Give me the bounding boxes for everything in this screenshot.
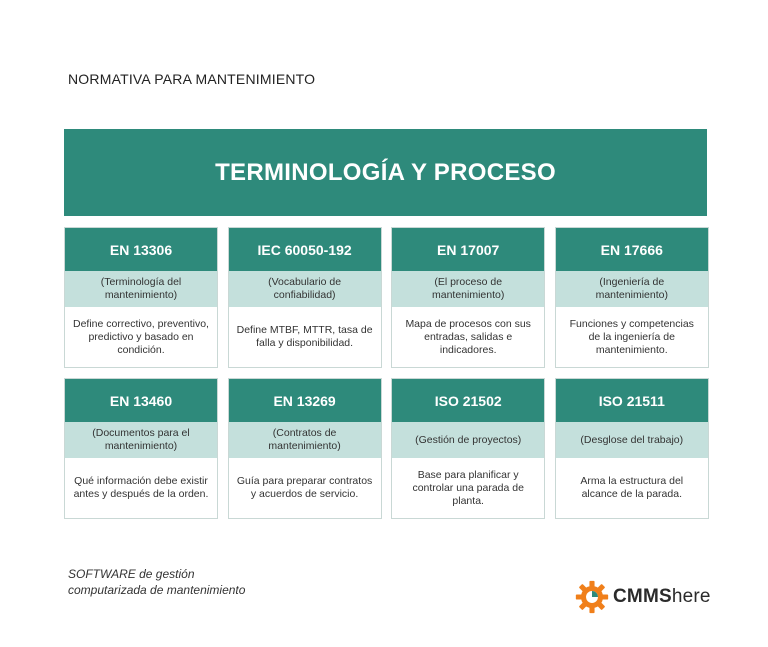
standard-description: Guía para preparar contratos y acuerdos de servicio. [236, 475, 373, 500]
standard-subtitle: (El proceso de mantenimiento) [392, 271, 544, 307]
standard-code: EN 13269 [229, 379, 381, 422]
gear-logo-icon [575, 580, 609, 614]
standard-code: EN 17666 [556, 228, 708, 271]
standard-code: EN 17007 [392, 228, 544, 271]
standard-code: EN 13306 [65, 228, 217, 271]
standard-code: ISO 21511 [556, 379, 708, 422]
standard-subtitle: (Ingeniería de mantenimiento) [556, 271, 708, 307]
standard-card [64, 227, 218, 368]
standard-card [555, 378, 709, 519]
footer-tagline [68, 566, 245, 598]
footer-line-1: SOFTWARE de gestión [68, 567, 195, 581]
standard-card [391, 378, 545, 519]
standard-code: ISO 21502 [392, 379, 544, 422]
standard-code: IEC 60050-192 [229, 228, 381, 271]
standard-subtitle: (Vocabulario de confiabilidad) [229, 271, 381, 307]
standard-subtitle: (Documentos para el mantenimiento) [65, 422, 217, 458]
logo-text-bold: CMMS [613, 586, 672, 607]
standard-description: Funciones y competencias de la ingeniería de mantenimiento. [569, 317, 694, 356]
logo-text [613, 586, 711, 608]
standard-description: Define correctivo, preventivo, predictivo y basado en condición. [73, 317, 209, 356]
brand-logo [575, 580, 711, 614]
standard-description: Arma la estructura del alcance de la parada. [580, 475, 684, 500]
standard-description: Define MTBF, MTTR, tasa de falla y disponibilidad. [236, 324, 373, 349]
section-banner [64, 129, 707, 216]
standard-subtitle: (Desglose del trabajo) [556, 422, 708, 458]
standards-grid [64, 227, 707, 519]
logo-text-regular: here [671, 586, 711, 607]
standard-description: Mapa de procesos con sus entradas, salidas e indicadores. [405, 317, 531, 356]
standard-card [64, 378, 218, 519]
banner-title: TERMINOLOGÍA Y PROCESO [215, 158, 556, 186]
standard-subtitle: (Gestión de proyectos) [392, 422, 544, 458]
standard-subtitle: (Terminología del mantenimiento) [65, 271, 217, 307]
standard-card [555, 227, 709, 368]
standard-description: Qué información debe existir antes y después de la orden. [73, 475, 209, 500]
standard-description: Base para planificar y controlar una parada de planta. [412, 468, 524, 507]
page-heading: NORMATIVA PARA MANTENIMIENTO [68, 71, 316, 87]
standard-card [391, 227, 545, 368]
footer-line-2: computarizada de mantenimiento [68, 583, 246, 597]
standard-card [228, 378, 382, 519]
standard-card [228, 227, 382, 368]
standard-code: EN 13460 [65, 379, 217, 422]
standard-subtitle: (Contratos de mantenimiento) [229, 422, 381, 458]
